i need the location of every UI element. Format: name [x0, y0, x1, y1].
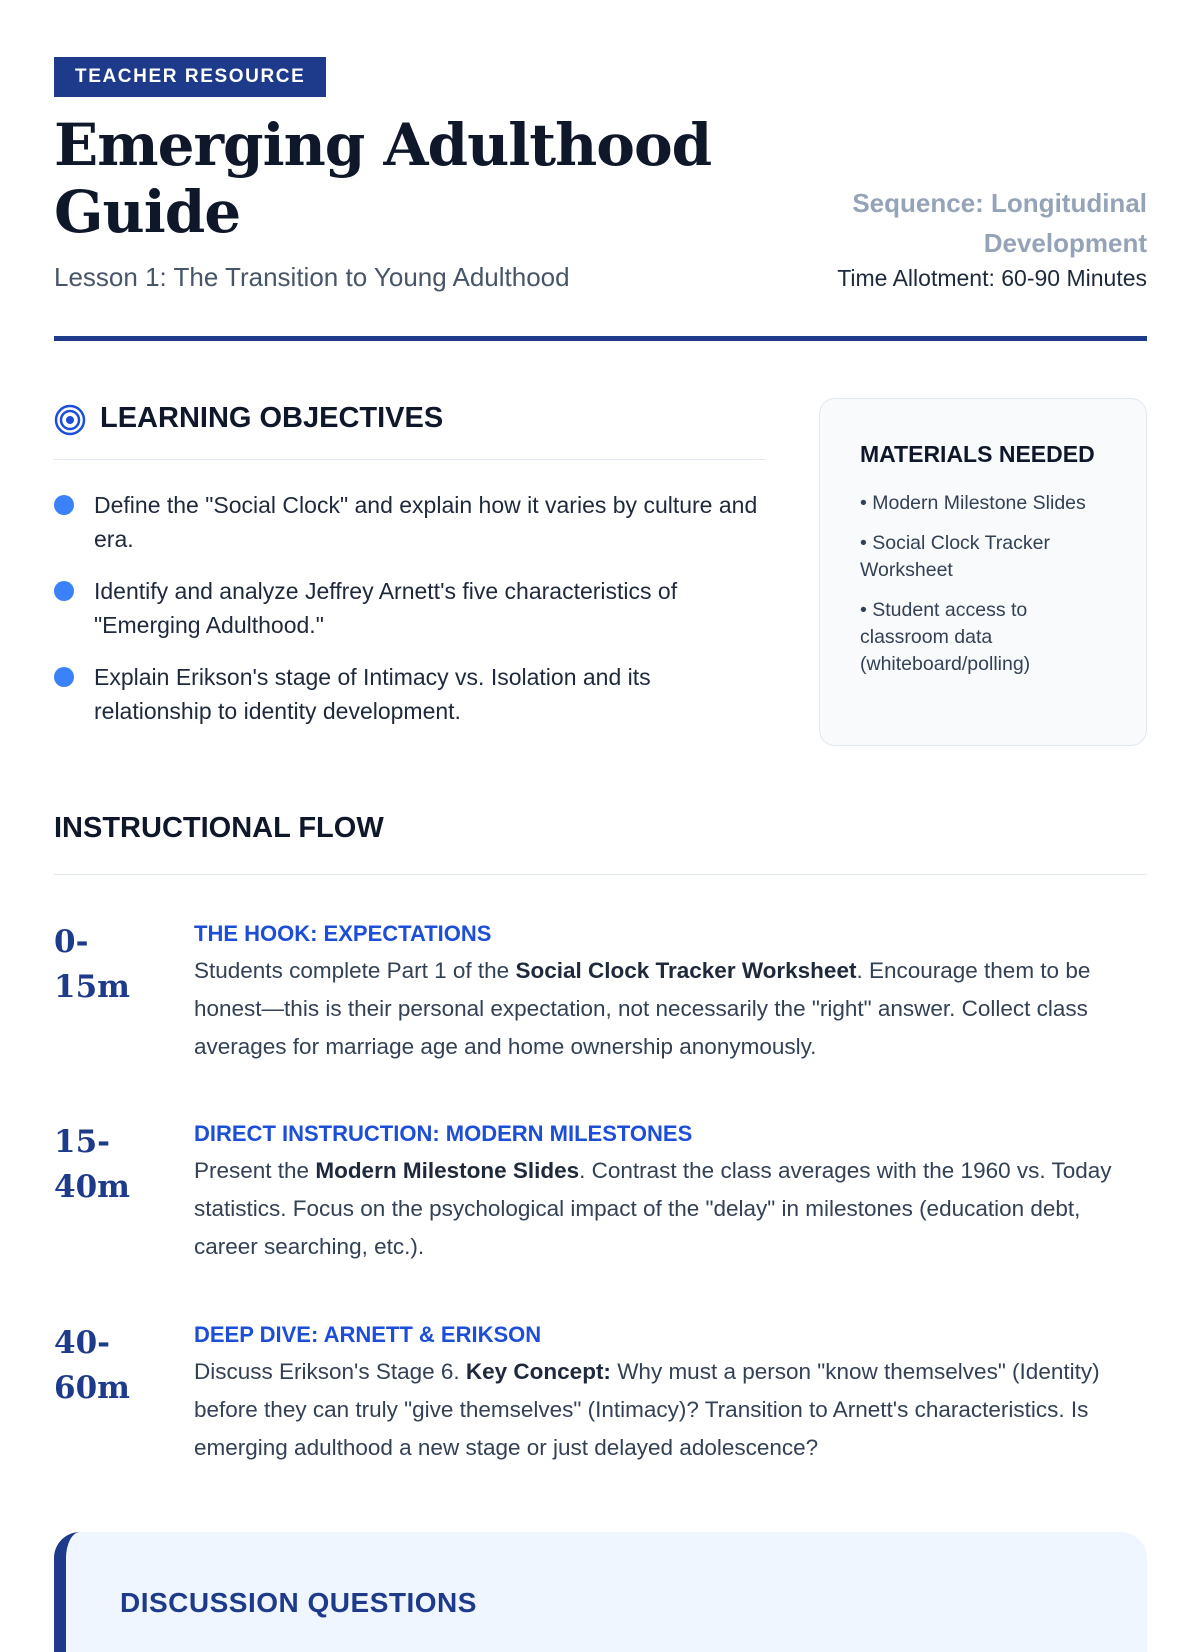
lesson-meta	[787, 183, 1147, 292]
step-body	[194, 1120, 1147, 1266]
step-body	[194, 920, 1147, 1066]
step-text-bold: Key Concept:	[465, 1359, 611, 1384]
lesson-subtitle: Lesson 1: The Transition to Young Adulthood	[54, 262, 570, 292]
objectives-title: LEARNING OBJECTIVES	[100, 402, 444, 434]
discussion-title: DISCUSSION QUESTIONS	[120, 1587, 477, 1618]
teacher-guide-page	[54, 0, 1147, 1618]
step-text-part: . Contrast the class averages with the 1960 vs. Today statistics. Focus on the psychological impact of the "delay" in milestones (education debt, career searching, etc.).	[194, 1158, 1112, 1259]
bullet-dot-icon	[54, 667, 74, 687]
time-allotment: Time Allotment: 60-90 Minutes	[837, 265, 1147, 291]
step-label: DIRECT INSTRUCTION: MODERN MILESTONES	[194, 1121, 693, 1146]
bullet-dot-icon	[54, 581, 74, 601]
objectives-list	[54, 488, 766, 746]
step-text	[194, 952, 1147, 1066]
materials-title: MATERIALS NEEDED	[860, 441, 1095, 467]
step-time: 40-60m	[54, 1325, 130, 1406]
step-text-bold: Modern Milestone Slides	[315, 1158, 580, 1183]
discussion-questions-box	[54, 1532, 1147, 1652]
teacher-resource-badge: TEACHER RESOURCE	[54, 57, 326, 97]
step-text	[194, 1152, 1147, 1266]
step-text-part: Why must a person "know themselves" (Identity) before they can truly "give themselves" (Intimacy)? Transition to Arnett's characteristics. Is emerging adulthood a new stage or just delayed adolescence?	[194, 1359, 1100, 1460]
objective-text: Explain Erikson's stage of Intimacy vs. Isolation and its relationship to identity development.	[94, 664, 651, 724]
step-label: DEEP DIVE: ARNETT & ERIKSON	[194, 1322, 542, 1347]
step-time: 0-15m	[54, 924, 130, 1005]
objective-text: Define the "Social Clock" and explain how it varies by culture and era.	[94, 492, 758, 552]
objective-item	[54, 660, 766, 728]
step-text-part: Students complete Part 1 of the	[194, 958, 516, 983]
step-time: 15-40m	[54, 1124, 130, 1205]
header-divider	[54, 336, 1147, 341]
objective-text: Identify and analyze Jeffrey Arnett's five characteristics of "Emerging Adulthood."	[94, 578, 678, 638]
step-label: THE HOOK: EXPECTATIONS	[194, 921, 492, 946]
objective-item	[54, 574, 766, 642]
instructional-flow-header	[54, 812, 1147, 875]
material-item: • Social Clock Tracker Worksheet	[860, 532, 1050, 581]
step-text	[194, 1353, 1147, 1467]
page-title: Emerging Adulthood Guide	[54, 111, 712, 246]
step-text-part: . Encourage them to be honest—this is their personal expectation, not necessarily the "right" answer. Collect class averages for marriage age and home ownership anonymously.	[194, 958, 1091, 1059]
sequence-label: Sequence: Longitudinal Development	[852, 188, 1147, 258]
objective-item	[54, 488, 766, 556]
step-text-part: Present the	[194, 1158, 316, 1183]
materials-card	[819, 398, 1147, 746]
step-body	[194, 1321, 1147, 1467]
material-item: • Modern Milestone Slides	[860, 492, 1086, 514]
target-icon	[54, 404, 86, 436]
step-text-bold: Social Clock Tracker Worksheet	[515, 958, 857, 983]
instructional-flow-title: INSTRUCTIONAL FLOW	[54, 812, 384, 844]
objectives-header	[54, 400, 766, 460]
material-item: • Student access to classroom data (whiteboard/polling)	[860, 599, 1031, 675]
step-text-part: Discuss Erikson's Stage 6.	[194, 1359, 466, 1384]
bullet-dot-icon	[54, 495, 74, 515]
